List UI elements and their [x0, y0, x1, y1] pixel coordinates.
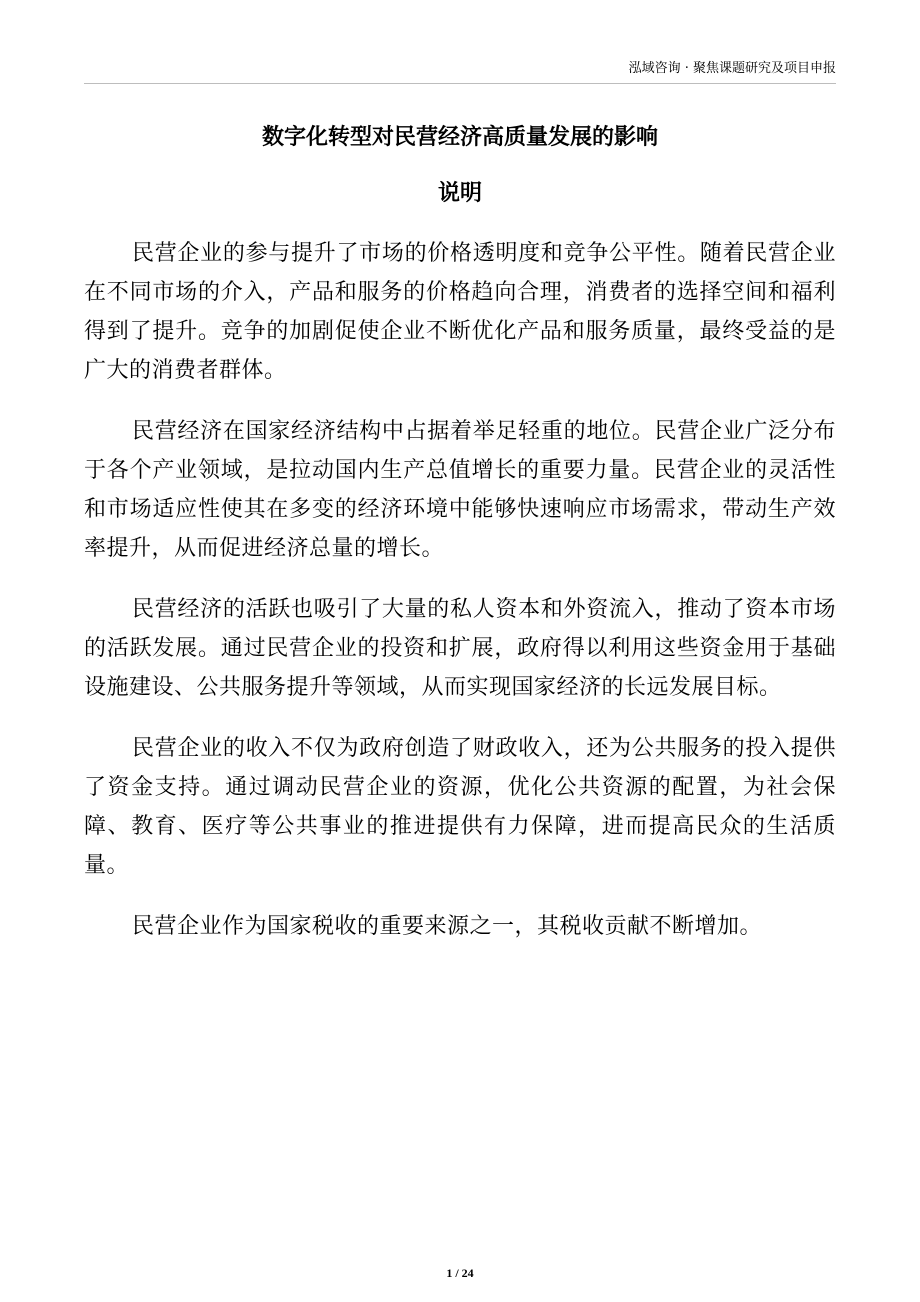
- paragraph: 民营企业的参与提升了市场的价格透明度和竞争公平性。随着民营企业在不同市场的介入，产品和服务的价格趋向合理，消费者的选择空间和福利得到了提升。竞争的加剧促使企业不断优化产品和服务质量，最终受益的是广大的消费者群体。: [84, 241, 836, 383]
- document-title: 数字化转型对民营经济高质量发展的影响: [261, 125, 658, 150]
- page-header: 泓域咨询 · 聚焦课题研究及项目申报: [628, 61, 836, 76]
- paragraph: 民营企业的收入不仅为政府创造了财政收入，还为公共服务的投入提供了资金支持。通过调动民营企业的资源，优化公共资源的配置，为社会保障、教育、医疗等公共事业的推进提供有力保障，进而提高民众的生活质量。: [84, 736, 836, 878]
- paragraph: 民营经济的活跃也吸引了大量的私人资本和外资流入，推动了资本市场的活跃发展。通过民营企业的投资和扩展，政府得以利用这些资金用于基础设施建设、公共服务提升等领域，从而实现国家经济的长远发展目标。: [84, 597, 836, 700]
- page-number: 1 / 24: [446, 1266, 474, 1280]
- document-body: [84, 234, 836, 968]
- paragraph: 民营企业作为国家税收的重要来源之一，其税收贡献不断增加。: [132, 914, 763, 939]
- header-divider: [84, 83, 836, 84]
- section-title: 说明: [437, 181, 482, 206]
- paragraph: 民营经济在国家经济结构中占据着举足轻重的地位。民营企业广泛分布于各个产业领域，是拉动国内生产总值增长的重要力量。民营企业的灵活性和市场适应性使其在多变的经济环境中能够快速响应市场需求，带动生产效率提升，从而促进经济总量的增长。: [84, 419, 836, 561]
